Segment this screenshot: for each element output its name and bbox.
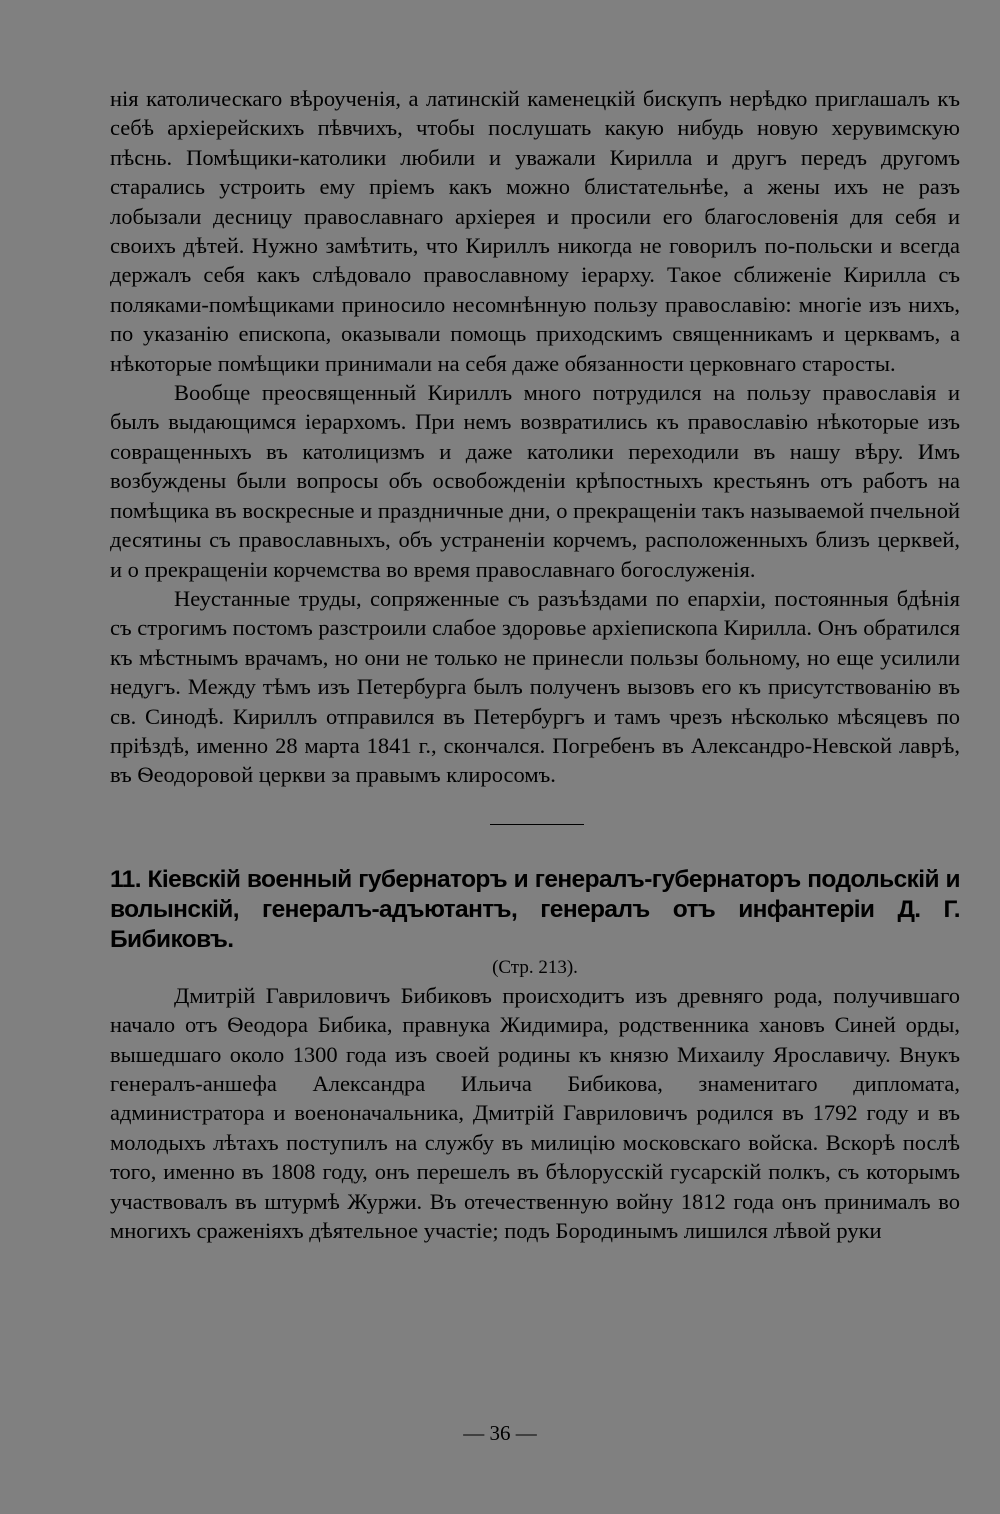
paragraph: Дмитрій Гавриловичъ Бибиковъ происходитъ изъ древняго рода, получившаго начало отъ Ѳеодора Бибика, правнука Жидимира, родственника хановъ Синей орды, вышедшаго около 1300 года изъ своей родины къ князю Михаилу Ярославичу. Внукъ генералъ-аншефа Александра Ильича Бибикова, знаменитаго дипломата, администратора и военоначальника, Дмитрій Гавриловичъ родился въ 1792 году и въ молодыхъ лѣтахъ поступилъ на службу въ милицію московскаго войска. Вскорѣ послѣ того, именно въ 1808 году, онъ перешелъ въ бѣлорусскій гусарскій полкъ, съ которымъ участвовалъ въ штурмѣ Журжи. Въ отечественную войну 1812 года онъ принималъ во многихъ сраженіяхъ дѣятельное участіе; подъ Бородинымъ лишился лѣвой руки [110,982,960,1243]
section-title: 11. Кіевскій военный губернаторъ и генералъ-губернаторъ подольскій и волынскій, генералъ-адъютантъ, генералъ отъ инфантеріи Д. Г. Бибиковъ. [110,865,960,953]
section-divider [490,824,584,825]
section-page-reference: (Стр. 213). [492,956,578,978]
paragraph: Вообще преосвященный Кириллъ много потрудился на пользу православія и былъ выдающимся іерархомъ. При немъ возвратились къ православію нѣкоторые изъ совращенныхъ въ католицизмъ и даже католики переходили въ нашу вѣру. Имъ возбуждены были вопросы объ освобожденіи крѣпостныхъ крестьянъ отъ работъ на помѣщика въ воскресные и праздничные дни, о прекращеніи такъ называемой пчельной десятины съ православныхъ, объ устраненіи корчемъ, расположенныхъ близъ церквей, и о прекращеніи корчемства во время православнаго богослуженія. [110,380,960,582]
page-content [110,84,960,1245]
paragraph-continued: нія католическаго вѣроученія, а латинскій каменецкій бискупъ нерѣдко приглашалъ къ себѣ архіерейскихъ пѣвчихъ, чтобы послушать какую нибудь новую херувимскую пѣснь. Помѣщики-католики любили и уважали Кирилла и другъ передъ другомъ старались устроить ему пріемъ какъ можно блистательнѣе, а жены ихъ не разъ лобызали десницу православнаго архіерея и просили его благословенія для себя и своихъ дѣтей. Нужно замѣтить, что Кириллъ никогда не говорилъ по-польски и всегда держалъ себя какъ слѣдовало православному іерарху. Такое сближеніе Кирилла съ поляками-помѣщиками приносило несомнѣнную пользу православію: многіе изъ нихъ, по указанію епископа, оказывали помощь приходскимъ священникамъ и церквамъ, а нѣкоторые помѣщики принимали на себя даже обязанности церковнаго старосты. [110,86,960,376]
section-body [110,981,960,1246]
paragraph: Неустанные труды, сопряженные съ разъѣздами по епархіи, постоянныя бдѣнія съ строгимъ постомъ разстроили слабое здоровье архіепископа Кирилла. Онъ обратился къ мѣстнымъ врачамъ, но они не только не принесли пользы больному, но еще усилили недугъ. Между тѣмъ изъ Петербурга былъ полученъ вызовъ его къ присутствованію въ св. Синодѣ. Кириллъ отправился въ Петербургъ и тамъ чрезъ нѣсколько мѣсяцевъ по пріѣздѣ, именно 28 марта 1841 г., скончался. Погребенъ въ Александро-Невской лаврѣ, въ Ѳеодоровой церкви за правымъ клиросомъ. [110,585,960,788]
page-number: — 36 — [463,1421,537,1445]
